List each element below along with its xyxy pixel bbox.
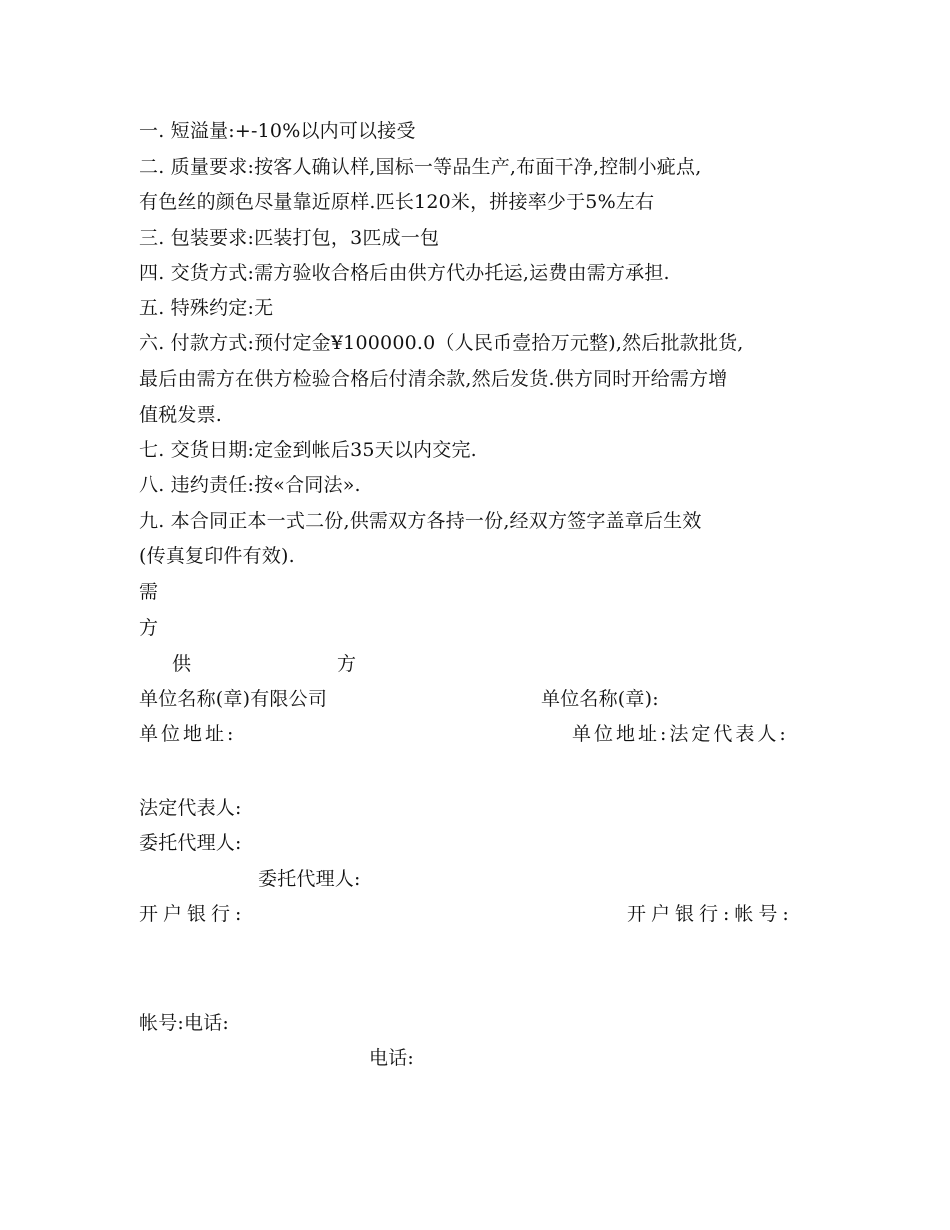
clause-2-line-2: 有色丝的颜色尽量靠近原样.匹长120米，拼接率少于5%左右: [139, 191, 655, 213]
clause-4: 四. 交货方式:需方验收合格后由供方代办托运,运费由需方承担.: [139, 262, 670, 284]
demand-party-char-2: 方: [139, 617, 159, 639]
demand-party-char-1: 需: [139, 581, 159, 603]
clause-7: 七. 交货日期:定金到帐后35天以内交完.: [139, 439, 477, 461]
clause-9-line-1: 九. 本合同正本一式二份,供需双方各持一份,经双方签字盖章后生效: [139, 510, 702, 532]
account-phone-left: 帐号:电话:: [139, 1012, 230, 1034]
clause-8: 八. 违约责任:按«合同法».: [139, 474, 361, 496]
clause-9-line-2: (传真复印件有效).: [139, 545, 295, 567]
supply-party-char-1: 供: [172, 653, 192, 675]
clause-3: 三. 包装要求:匹装打包，3匹成一包: [139, 227, 440, 249]
agent-left: 委托代理人:: [139, 832, 242, 854]
bank-left: 开户银行:: [139, 903, 247, 925]
agent-right: 委托代理人:: [258, 868, 361, 890]
clause-6-line-2: 最后由需方在供方检验合格后付清余款,然后发货.供方同时开给需方增: [139, 368, 728, 390]
clause-5: 五. 特殊约定:无: [139, 297, 274, 319]
unit-name-right: 单位名称(章):: [541, 688, 659, 710]
clause-6-line-3: 值税发票.: [139, 404, 223, 426]
supply-party-char-2: 方: [337, 653, 357, 675]
legal-rep-left: 法定代表人:: [139, 797, 242, 819]
clause-2-line-1: 二. 质量要求:按客人确认样,国标一等品生产,布面干净,控制小疵点,: [139, 156, 702, 178]
bank-right: 开户银行:帐号:: [627, 903, 794, 925]
unit-address-right: 单位地址:法定代表人:: [572, 723, 789, 745]
unit-name-left: 单位名称(章)有限公司: [139, 688, 328, 710]
unit-address-left: 单位地址:: [139, 723, 237, 745]
clause-1: 一. 短溢量:+-10%以内可以接受: [139, 120, 416, 142]
clause-6-line-1: 六. 付款方式:预付定金¥100000.0（人民币壹拾万元整),然后批款批货,: [139, 332, 744, 354]
phone-right: 电话:: [369, 1047, 415, 1069]
